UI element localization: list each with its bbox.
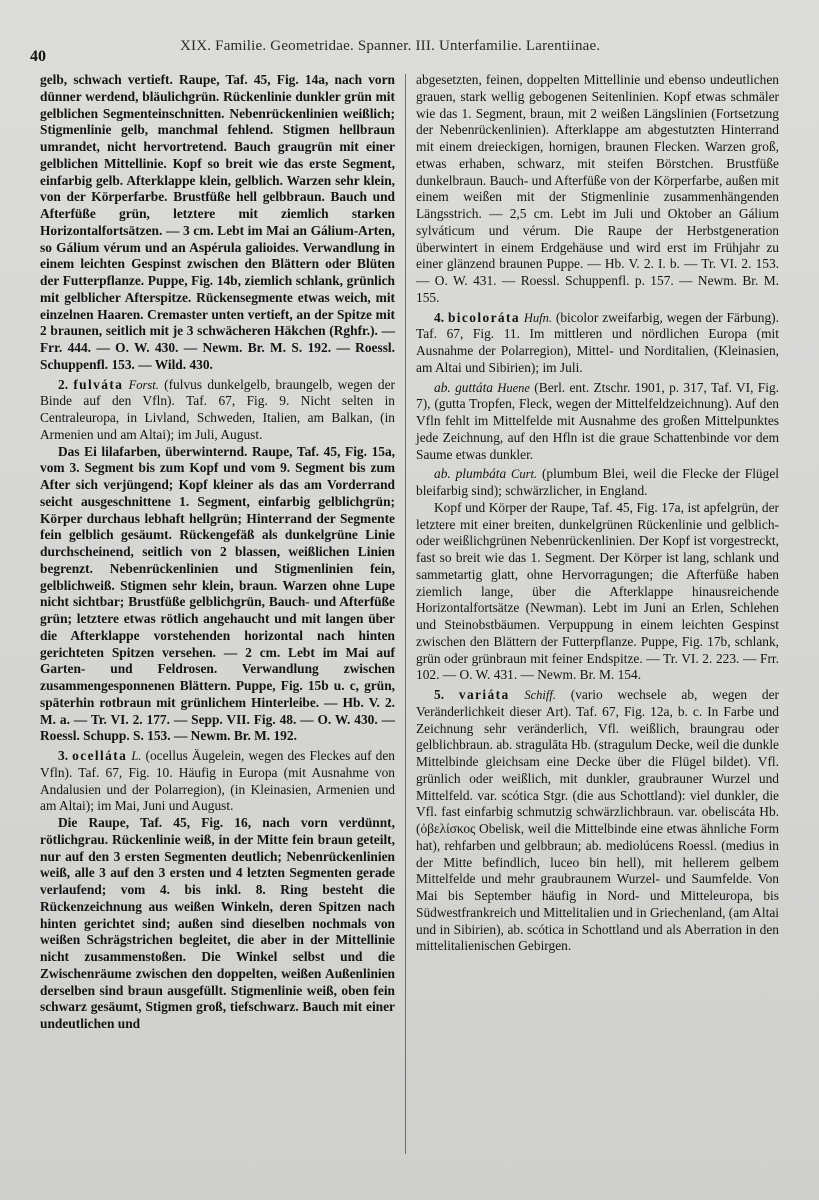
species-author: L. bbox=[131, 749, 142, 763]
species-number: 4. bbox=[434, 309, 448, 325]
species-number: 5. bbox=[434, 687, 459, 702]
aberration-name: guttáta bbox=[455, 379, 494, 395]
aberration-label: ab. bbox=[434, 466, 456, 482]
species-entry bbox=[40, 377, 395, 444]
column-divider bbox=[405, 74, 406, 1154]
aberration-description: (plumbum Blei, weil die Flecke der Flügel bleifarbig sind); schwärzlicher, in England. bbox=[416, 466, 779, 498]
species-author: Schiff. bbox=[524, 688, 556, 702]
species-entry bbox=[416, 310, 779, 377]
species-name: bicoloráta bbox=[447, 309, 520, 325]
species-description: (fulvus dunkelgelb, braungelb, wegen der Binde auf den Vfln). Taf. 67, Fig. 9. Nicht selten in Centraleuropa, in Livland, Schweden, Italien, am Balkan, (in Armenien und am Altai); im Juli, August. bbox=[40, 376, 395, 442]
species-author: Forst. bbox=[128, 377, 159, 392]
paragraph: gelb, schwach vertieft. Raupe, Taf. 45, Fig. 14a, nach vorn dünner werdend, bläulichgrün. Rückenlinie dunkler grün mit gelblichen Segmenteinschnitten. Nebenrückenlinien weißlich; Stigmenlinie gelb, manchmal fehlend. Stigmen hellbraun umrandet, nicht hervortretend. Bauch graugrün mit einer gelblichen Mittellinie. Kopf so breit wie das erste Segment, einfarbig gelb. Afterklappe klein, gelblich. Warzen sehr klein, von der Körperfarbe. Brustfüße hell gelbbraun. Bauch und Afterfüße grün, letztere mit ziemlich starken Horizontalfortsätzen. — 3 cm. Lebt im Mai an Gálium-Arten, so Gálium vérum und an Aspérula galioides. Verwandlung in einem leichten Gespinst zwischen den Blättern oder Blüten der Futterpflanze. Puppe, Fig. 14b, ziemlich schlank, grünlich mit gelblicher Afterspitze. Rückensegmente etwas weich, mit einzelnen Haaren. Cremaster unten vertieft, an der Spitze mit 2 braunen, seitlich mit je 3 schwächeren Häkchen (Rghfr.). — Frr. 444. — O. W. 430. — Newm. Br. M. S. 192. — Roessl. Schuppenfl. 153. — Wild. 430. bbox=[40, 72, 395, 372]
aberration-label: ab. bbox=[434, 379, 456, 395]
species-name: variáta bbox=[458, 687, 510, 702]
species-description: (vario wechsele ab, wegen der Veränderlichkeit dieser Art). Taf. 67, Fig. 12a, b. c. In Farbe und Zeichnung sehr veränderlich, Vfl. weißlich, braungrau oder gelblichbraun. ab. stragulāta Hb. (stragulum Decke, weil die dunkle Mittelbinde gleichsam eine Decke über die Flügel bildet). Vfl. grünlich oder weißlich, mit dunkler, graubrauner Wurzel und Mittelfeld. var. scótica Stgr. (die aus Schottland): viel dunkler, die Vfl. fast einfarbig schmutzig schwärzlichbraun. var. obeliscáta Hb. (ὀβελίσκος Obelisk, weil die Mittelbinde eine etwas ähnliche Form hat), rehfarben und gelbbraun; ab. mediolúcens Roessl. (medius in der Mitte befindlich, luceo bin hell), mit hellerem gelbem Mittelfelde und mehr graubraunem Wurzel- und Saumfelde. Von Mai bis September häufig in Nord- und Mitteleuropa, bis Südwestfrankreich und Mittelitalien und in Griechenland, (am Altai und in Sibirien), ab. scótica in Schottland und als Aberration in den mittelitalienischen Gebirgen. bbox=[416, 687, 779, 954]
species-description: (bicolor zweifarbig, wegen der Färbung). Taf. 67, Fig. 11. Im mittleren und nördlichen Europa (mit Ausnahme der Polarregion), Mittel- und Norditalien, (Kleinasien, am Altai und Sibirien); im Juli. bbox=[416, 309, 779, 375]
species-number: 3. bbox=[58, 748, 73, 763]
aberration-description: (Berl. ent. Ztschr. 1901, p. 317, Taf. VI, Fig. 7), (gutta Tropfen, Fleck, wegen der Mittelfeldzeichnung). Auf den Vfln fehlt im Mittelfelde mit Ausnahme des großen Mittelpunktes jede Zeichnung, auf den Hfln ist die graue Schattenbinde vor dem Saume etwas dunkler. bbox=[416, 379, 779, 462]
aberration-entry bbox=[416, 380, 779, 464]
species-entry bbox=[416, 687, 779, 955]
paragraph: abgesetzten, feinen, doppelten Mittellinie und ebenso undeutlichen grauen, stark wellig gebogenen Seitenlinien. Kopf etwas schmäler wie das 1. Segment, braun, mit 2 weißen Längslinien (Fortsetzung der Nebenrückenlinien). Afterklappe am abgestutzten Hinterrand mit einem dreieckigen, hornigen, braunen Flecken. Warzen groß, etwas erhaben, schwarz, mit steifen Börstchen. Brustfüße dunkelbraun. Bauch- und Afterfüße von der Körperfarbe, außen mit einem weißen mit der Stigmenlinie zusammenhängenden Längsstrich. — 2,5 cm. Lebt im Juli und Oktober an Gálium sylváticum und vérum. Die Raupe der Herbstgeneration überwintert in einem Erdgehäuse und wird erst im Frühjahr zu einer glänzend braunen Puppe. — Hb. V. 2. I. b. — Tr. VI. 2. 153. — O. W. 431. — Roessl. Schuppenfl. p. 157. — Newm. Br. M. 155. bbox=[416, 72, 779, 305]
species-name: ocelláta bbox=[72, 748, 128, 763]
right-column bbox=[416, 72, 779, 955]
species-number: 2. bbox=[58, 376, 74, 392]
page-number: 40 bbox=[30, 48, 46, 65]
left-column bbox=[40, 72, 395, 1033]
paragraph: Das Ei lilafarben, überwinternd. Raupe, Taf. 45, Fig. 15a, vom 3. Segment bis zum Kopf und vom 9. Segment bis zum After sich verjüngend; Kopf kleiner als das am Vorderrand seicht ausgeschnittene 1. Segment, einfarbig gelblichgrün; Körper durchaus lebhaft hellgrün; Hinterrand der Segmente fein gelblich gesäumt. Rückengefäß als dunkelgrüne Linie durchscheinend, seitlich von 2 blassen, weißlichen Linien begrenzt. Nebenrückenlinien und Stigmenlinien fein, gelblichweiß. Stigmen sehr klein, braun. Warzen ohne Lupe nicht sichtbar; Brustfüße gelblichgrün, Bauch- und Afterfüße grün; letztere etwas rötlich angehaucht und mit langen über die Afterklappe vorstehenden horizontal nach hinten gerichteten Spitzen versehen. — 2 cm. Lebt im Mai auf Garten- und Feldrosen. Verwandlung zwischen zusammengesponnenen Blättern. Puppe, Fig. 15b u. c, grün, späterhin rotbraun mit grünlichem Hinterleibe. — Hb. V. 2. M. a. — Tr. VI. 2. 177. — Sepp. VII. Fig. 48. — O. W. 430. — Roessl. Schupp. S. 153. — Newm. Br. M. 192. bbox=[40, 443, 395, 744]
paragraph: Die Raupe, Taf. 45, Fig. 16, nach vorn verdünnt, rötlichgrau. Rückenlinie weiß, in der Mitte fein braun geteilt, nur auf den 3 ersten Segmenten deutlich; Nebenrückenlinien weiß, alle 3 auf den 3 ersten und 4 letzten Segmenten gerade verlaufend; vom 4. bis inkl. 8. Ring besteht die Rückenzeichnung aus weißen Winkeln, deren Spitzen nach hinten gerichtet sind; außen sind dieselben nochmals von weißen Schrägstrichen begleitet, die aber in der Mittellinie nicht zusammenstoßen. Die Winkel selbst und die Zwischenräume zwischen den doppelten, weißen Außenlinien derselben sind braun ausgefüllt. Stigmenlinie weiß, oben fein schwarz gesäumt, Stigmen groß, tiefschwarz. Bauch mit einer undeutlichen und bbox=[40, 815, 395, 1031]
running-head: XIX. Familie. Geometridae. Spanner. III. Unterfamilie. Larentiinae. bbox=[180, 38, 601, 54]
species-name: fulváta bbox=[73, 376, 124, 392]
paragraph: Kopf und Körper der Raupe, Taf. 45, Fig. 17a, ist apfelgrün, der letztere mit einer breiten, dunkelgrünen Rückenlinie und gelblich- oder weißlichgrünen Nebenrückenlinien. Der Kopf ist vorgestreckt, fast so breit wie das 1. Segment. Der Körper ist lang, schlank und sammetartig glatt, ohne Hervorragungen; die Afterfüße haben ziemlich lange, über die Afterklappe hinausreichende Horizontalfortsätze (Newman). Lebt im Juni an Erlen, Schlehen und Steinobstbäumen. Verpuppung in einem leichten Gespinst zwischen den Blättern der Futterpflanze. Puppe, Fig. 17b, schlank, grün oder grünbraun mit feiner Endspitze. — Tr. VI. 2. 223. — Frr. 102. — O. W. 431. — Newm. Br. M. 154. bbox=[416, 499, 779, 683]
aberration-entry bbox=[416, 466, 779, 500]
species-author: Hufn. bbox=[523, 310, 552, 325]
page-header bbox=[30, 38, 787, 64]
aberration-name: plumbáta bbox=[455, 466, 507, 482]
aberration-author: Huene bbox=[497, 380, 530, 395]
species-entry bbox=[40, 748, 395, 815]
aberration-author: Curt. bbox=[511, 467, 538, 482]
species-description: (ocellus Äugelein, wegen des Fleckes auf den Vfln). Taf. 67, Fig. 10. Häufig in Europa (mit Ausnahme von Andalusien und der Polarregion), (in Kleinasien, Armenien und am Altai); im Mai, Juni und August. bbox=[40, 748, 395, 814]
